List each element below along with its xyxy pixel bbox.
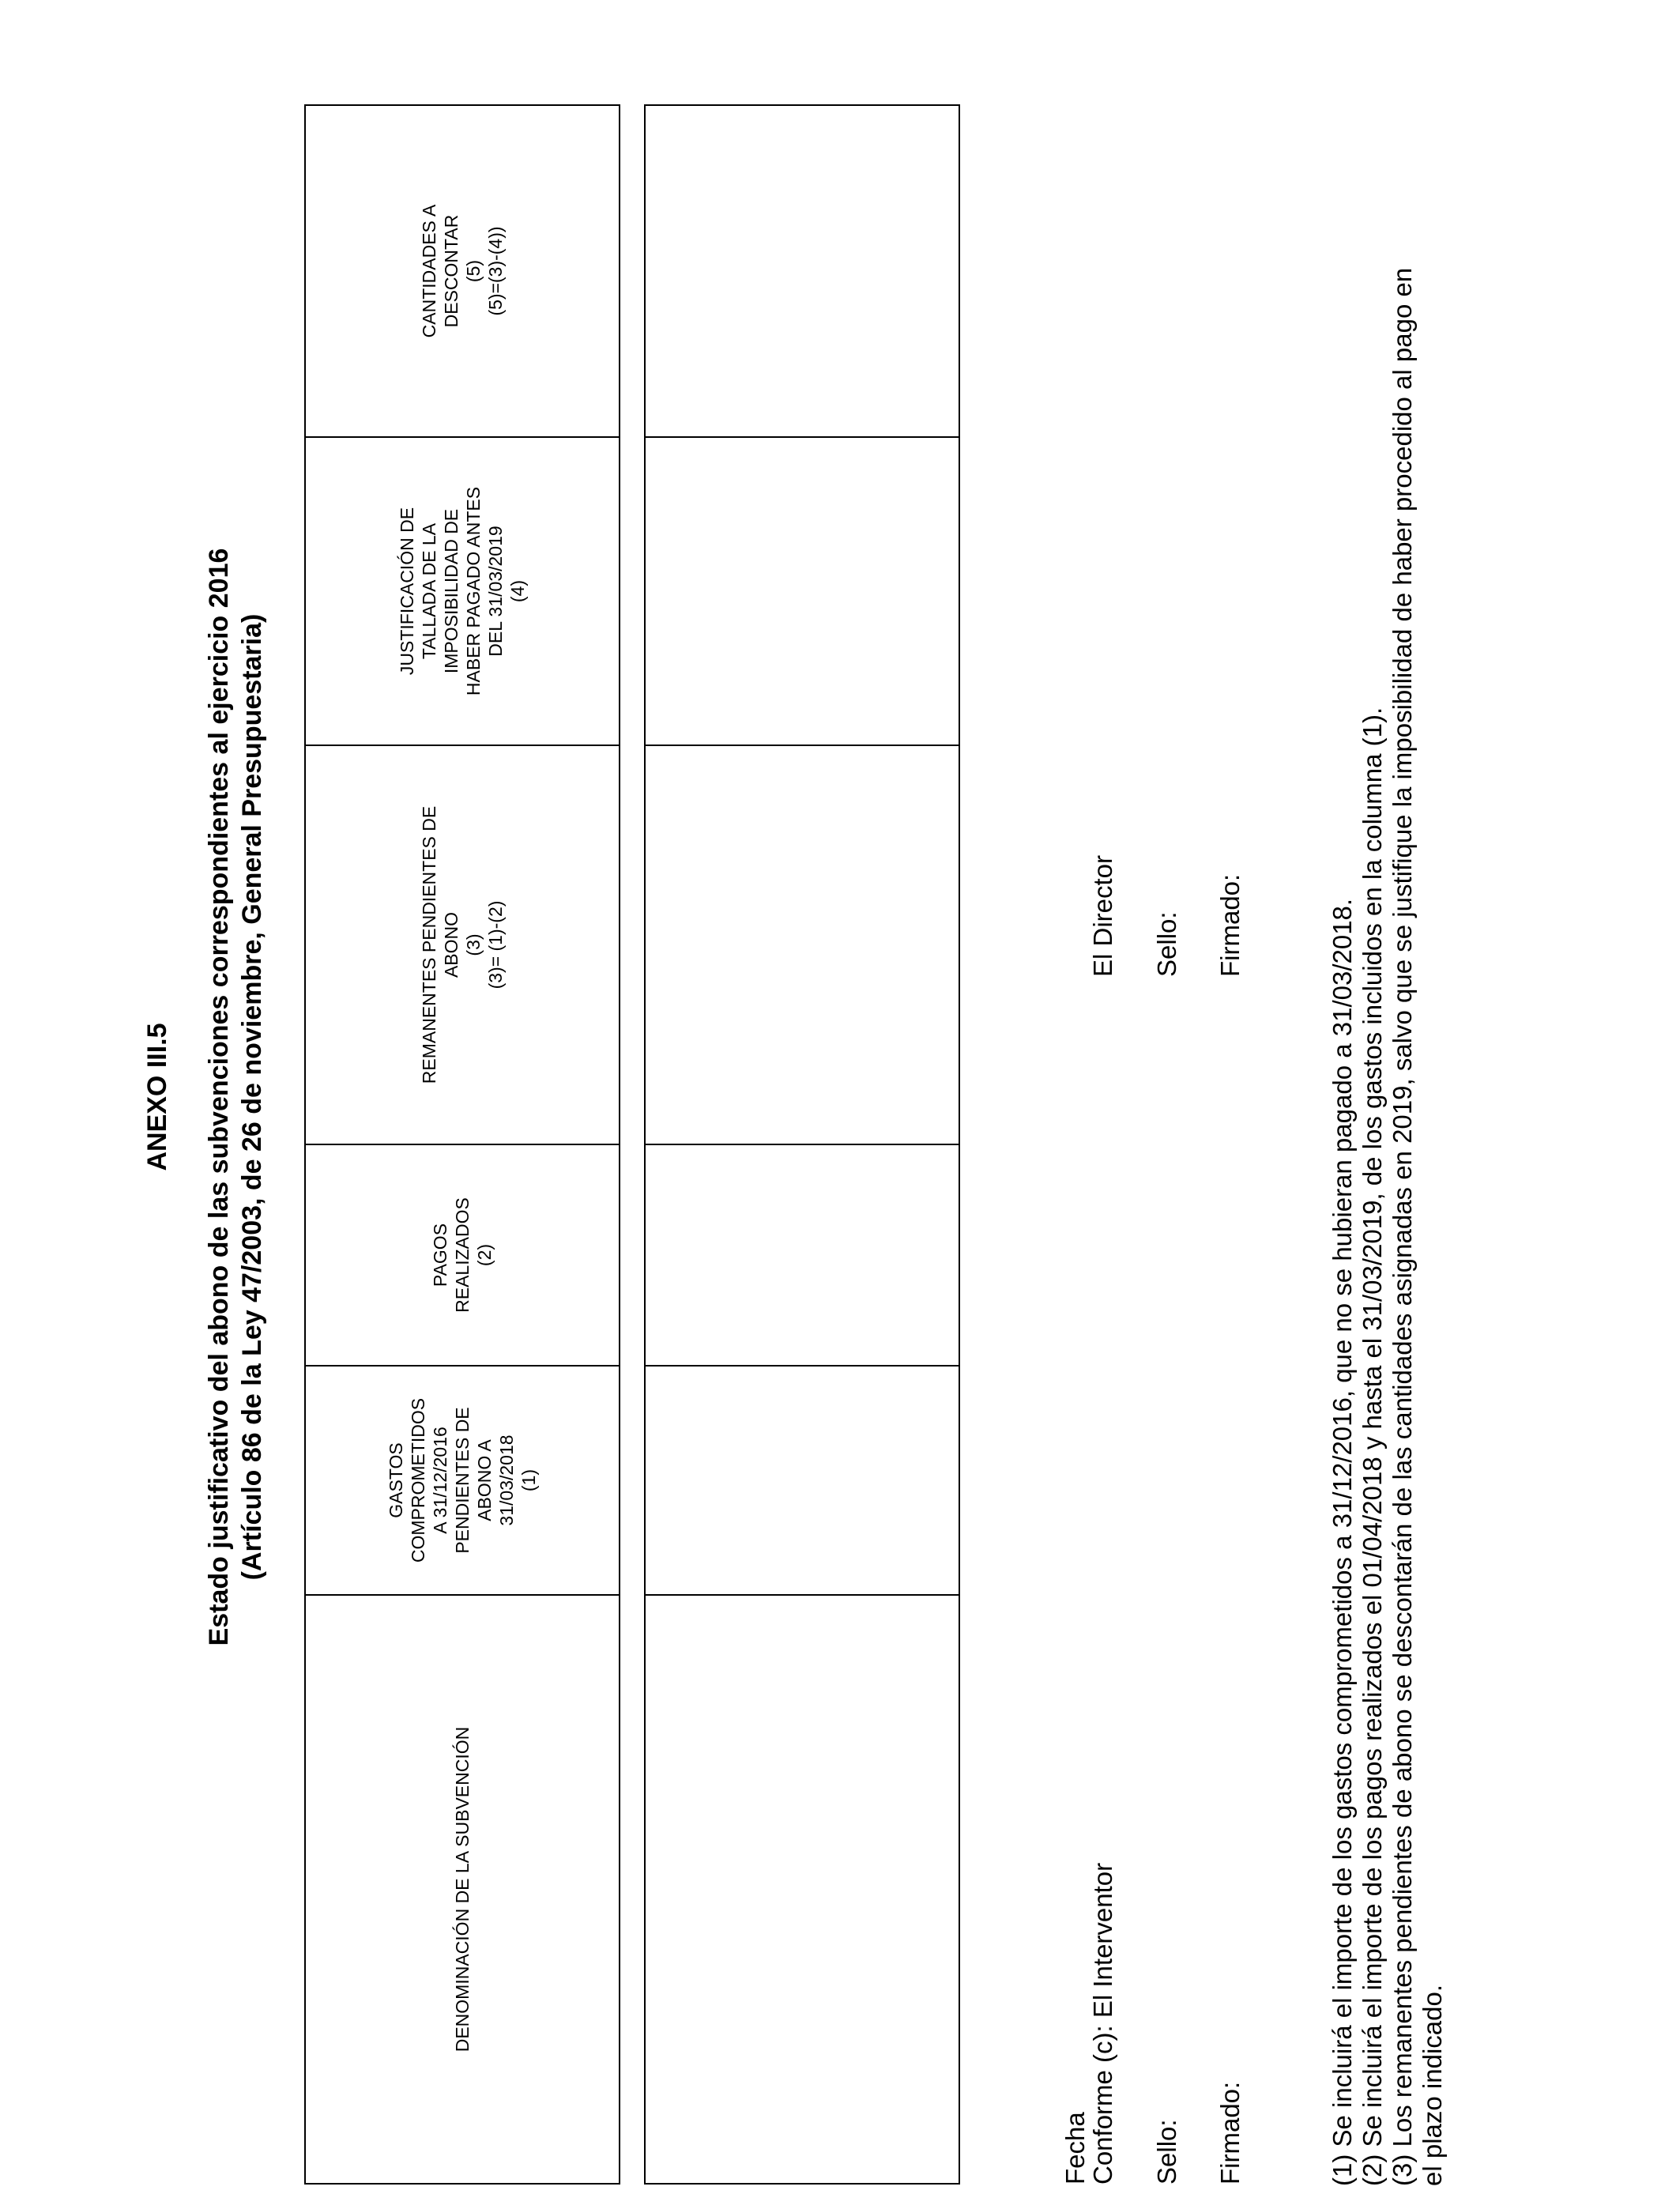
header-line: IMPOSIBILIDAD DE xyxy=(441,508,461,674)
cell-pagos-realizados[interactable] xyxy=(645,1144,959,1366)
header-line: (3)= (1)-(2) xyxy=(485,900,506,990)
footnote-2: (2) Se incluirá el importe de los pagos realizados el 01/04/2018 y hasta el 31/03/2019, de los gastos incluidos en la columna (1). xyxy=(1358,707,1387,2186)
header-line: HABER PAGADO ANTES xyxy=(463,486,484,696)
header-line: (1) xyxy=(518,1468,539,1492)
column-header-pagos-realizados xyxy=(305,1144,620,1366)
header-line: (5)=(3)-(4)) xyxy=(485,226,506,316)
header-line: (2) xyxy=(474,1243,495,1267)
header-line: COMPROMETIDOS xyxy=(408,1397,428,1563)
document-title: Estado justificativo del abono de las subvenciones correspondientes al ejercicio 2016 xyxy=(204,548,234,1646)
cell-cantidades-descontar[interactable] xyxy=(645,105,959,437)
sello-left-label: Sello: xyxy=(1152,2119,1181,2185)
data-table xyxy=(644,104,960,2185)
header-line: 31/03/2018 xyxy=(496,1434,517,1526)
header-line: ABONO A xyxy=(474,1439,495,1521)
header-line: DENOMINACIÓN DE LA SUBVENCIÓN xyxy=(452,1726,473,2053)
header-line: REMANENTES PENDIENTES DE xyxy=(419,805,439,1084)
header-line: TALLADA DE LA xyxy=(419,522,439,660)
column-header-remanentes xyxy=(305,745,620,1144)
column-header-denominacion xyxy=(305,1595,620,2184)
column-header-justificacion xyxy=(305,437,620,745)
cell-denominacion[interactable] xyxy=(645,1595,959,2184)
footnotes xyxy=(1328,21,1448,2186)
header-line: PAGOS xyxy=(430,1223,450,1287)
interventor-label: Conforme (c): El Interventor xyxy=(1088,1862,1117,2185)
header-line: JUSTIFICACIÓN DE xyxy=(397,507,417,676)
cell-remanentes[interactable] xyxy=(645,745,959,1144)
footnote-3-continuation: el plazo indicado. xyxy=(1418,1984,1447,2186)
table-row xyxy=(645,105,959,2184)
fecha-label: Fecha xyxy=(1060,2112,1090,2185)
cell-justificacion[interactable] xyxy=(645,437,959,745)
document-subtitle: (Artículo 86 de la Ley 47/2003, de 26 de noviembre, General Presupuestaria) xyxy=(237,613,267,1581)
annex-title: ANEXO III.5 xyxy=(142,1023,172,1171)
header-line: CANTIDADES A xyxy=(419,204,439,338)
header-line: (4) xyxy=(507,579,528,603)
cell-gastos-comprometidos[interactable] xyxy=(645,1366,959,1595)
header-table xyxy=(304,104,620,2185)
column-header-cantidades-descontar xyxy=(305,105,620,437)
header-row xyxy=(305,105,620,2184)
header-line: DESCONTAR xyxy=(441,214,461,328)
footnote-3: (3) Los remanentes pendientes de abono se descontarán de las cantidades asignadas en 2019, salvo que se justifique la imposibilidad de haber procedido al pago en xyxy=(1388,267,1417,2186)
firmado-right-label: Firmado: xyxy=(1215,873,1245,977)
director-label: El Director xyxy=(1088,854,1117,977)
header-line: ABONO xyxy=(441,911,461,978)
header-line: PENDIENTES DE xyxy=(452,1407,473,1554)
header-line: (5) xyxy=(463,259,484,283)
header-line: GASTOS xyxy=(386,1442,406,1518)
header-line: A 31/12/2016 xyxy=(430,1427,450,1534)
header-line: REALIZADOS xyxy=(452,1197,473,1313)
header-line: (3) xyxy=(463,933,484,956)
header-line: DEL 31/03/2019 xyxy=(485,526,506,657)
firmado-left-label: Firmado: xyxy=(1215,2081,1245,2185)
footnote-1: (1) Se incluirá el importe de los gastos comprometidos a 31/12/2016, que no se hubieran pagado a 31/03/2018. xyxy=(1328,898,1357,2186)
sello-right-label: Sello: xyxy=(1152,911,1181,977)
column-header-gastos-comprometidos xyxy=(305,1366,620,1595)
